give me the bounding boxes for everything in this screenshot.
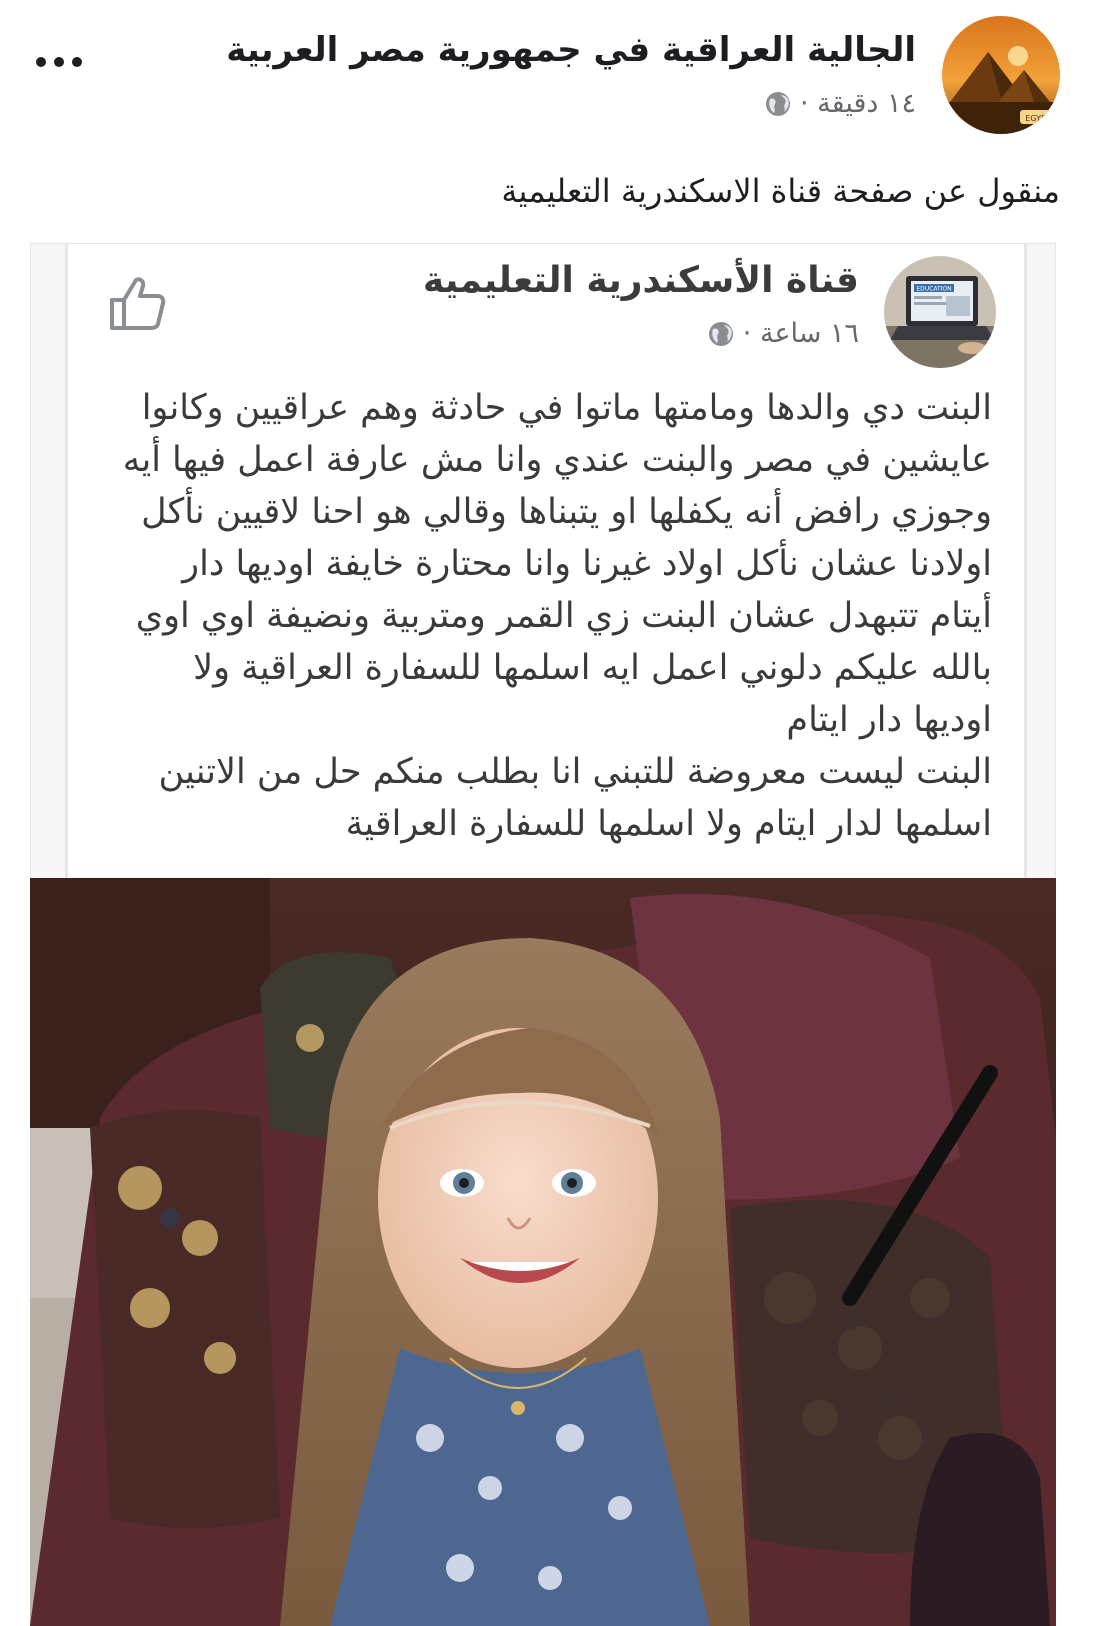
pyramids-avatar-icon (942, 16, 1060, 134)
text-line: البنت دي والدها ومامتها ماتوا في حادثة وهم عراقيين وكانوا (141, 388, 992, 428)
text-line: اسلمها لدار ايتام ولا اسلمها للسفارة العراقية (345, 804, 992, 844)
page-avatar[interactable] (884, 256, 996, 368)
page-name-link[interactable]: قناة الأسكندرية التعليمية (422, 260, 859, 301)
more-options-icon[interactable] (36, 42, 96, 82)
dot (72, 57, 82, 67)
avatar-text: EGYPT (1025, 114, 1051, 123)
group-avatar[interactable] (942, 16, 1060, 134)
shared-post-frame (30, 243, 1056, 883)
post-photo[interactable] (30, 878, 1056, 1626)
shared-post-text (92, 382, 992, 850)
group-name-link[interactable]: الجالية العراقية في جمهورية مصر العربية (226, 30, 916, 70)
post-meta (764, 88, 916, 119)
globe-icon (764, 90, 792, 118)
text-line: أيتام تتبهدل عشان البنت زي القمر ومتربية ونضيفة اوي اوي (135, 596, 992, 636)
post-time[interactable]: ١٤ دقيقة · (800, 88, 916, 119)
avatar-text: EDUCATION (916, 285, 952, 293)
text-line: اولادنا عشان نأكل اولاد غيرنا وانا محتارة خايفة اوديها دار (182, 544, 992, 584)
text-line: اوديها دار ايتام (786, 700, 992, 740)
shared-post-time[interactable]: ١٦ ساعة · (742, 318, 859, 349)
text-line: البنت ليست معروضة للتبني انا بطلب منكم حل من الاتنين (158, 752, 992, 792)
post-caption: منقول عن صفحة قناة الاسكندرية التعليمية (501, 172, 1060, 210)
shared-post-meta (707, 318, 859, 349)
text-line: وجوزي رافض أنه يكفلها او يتبناها وقالي هو احنا لاقيين نأكل (141, 492, 992, 532)
text-line: بالله عليكم دلوني اعمل ايه اسلمها للسفارة العراقية ولا (193, 648, 992, 688)
thumbs-up-icon[interactable] (106, 272, 168, 334)
laptop-avatar-icon (884, 256, 996, 368)
dot (36, 57, 46, 67)
globe-icon (707, 320, 735, 348)
dot (54, 57, 64, 67)
shared-post-card (65, 244, 1027, 884)
post-header (0, 0, 1106, 150)
text-line: عايشين في مصر والبنت عندي وانا مش عارفة اعمل فيها أيه (122, 440, 992, 480)
